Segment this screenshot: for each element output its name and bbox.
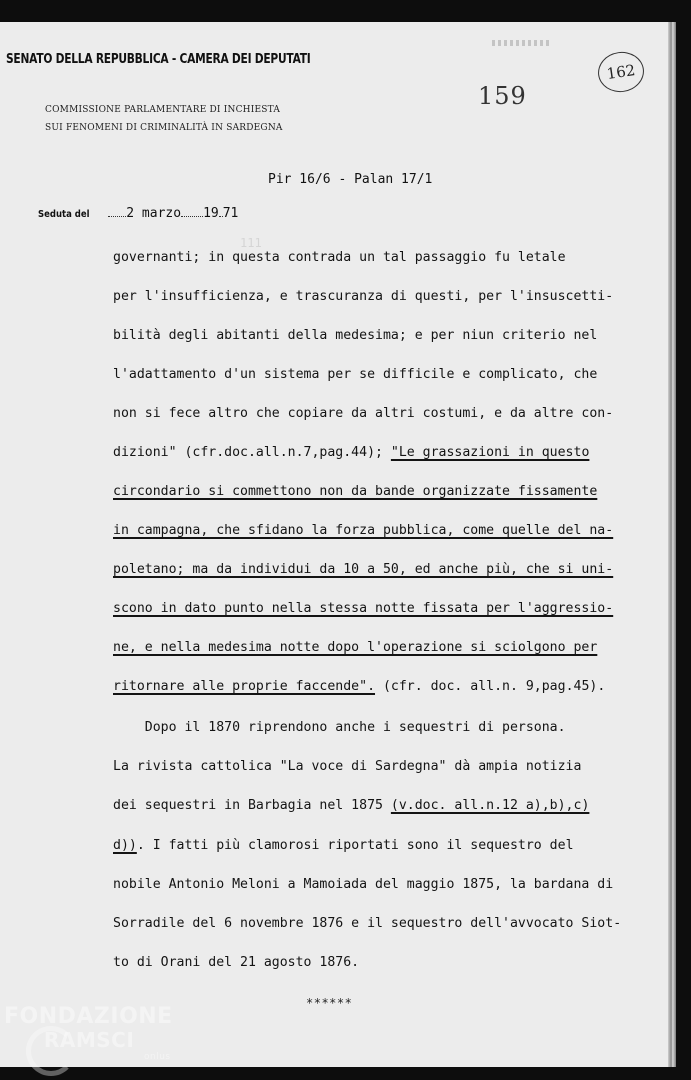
text-line: per l'insufficienza, e trascuranza di questi, per l'insuscetti- (113, 289, 614, 304)
underlined-quote-end: ritornare alle proprie faccende". (113, 679, 376, 694)
text-line (113, 445, 589, 460)
watermark-line-3: onlus (144, 1052, 171, 1062)
institution-heading: SENATO DELLA REPUBBLICA - CAMERA DEI DEPUTATI (6, 52, 311, 67)
page-edge (668, 22, 676, 1067)
text-line: governanti; in questa contrada un tal passaggio fu letale (113, 250, 566, 265)
watermark-logo (4, 1004, 173, 1062)
text-line: to di Orani del 21 agosto 1876. (113, 955, 360, 970)
underlined-line: circondario si commettono non da bande organizzate fissamente (113, 484, 598, 499)
commission-line-1: COMMISSIONE PARLAMENTARE DI INCHIESTA (45, 105, 281, 115)
watermark-line-2: RAMSCI (44, 1028, 135, 1052)
session-year-suffix: 71 (222, 206, 239, 221)
text-line: l'adattamento d'un sistema per se difficile e complicato, che (113, 367, 598, 382)
text-line: La rivista cattolica "La voce di Sardegna" dà ampia notizia (113, 759, 582, 774)
underlined-quote: "Le grassazioni in questo (390, 445, 590, 460)
underlined-line: in campagna, che sfidano la forza pubblica, come quelle del na- (113, 523, 614, 538)
session-day-month: 2 marzo (126, 206, 182, 221)
watermark-line-1: FONDAZIONE (4, 1004, 173, 1029)
text-line (113, 798, 589, 813)
text-segment: (cfr. doc. all.n. 9,pag.45). (375, 679, 606, 694)
faint-mark (492, 40, 552, 46)
text-line: bilità degli abitanti della medesima; e per niun criterio nel (113, 328, 598, 343)
underlined-citation: (v.doc. all.n.12 a),b),c) (390, 798, 590, 813)
handwritten-page-number: 159 (478, 82, 527, 110)
text-line (113, 838, 574, 853)
text-line (113, 679, 605, 694)
text-line: Dopo il 1870 riprendono anche i sequestri di persona. (113, 720, 566, 735)
session-label: Seduta del (38, 209, 90, 220)
underlined-line: ne, e nella medesima notte dopo l'operazione si sciolgono per (113, 640, 598, 655)
stamp-number: 162 (605, 61, 637, 83)
text-line: nobile Antonio Meloni a Mamoiada del maggio 1875, la bardana di (113, 877, 614, 892)
show-through: 111 (240, 236, 262, 250)
underlined-citation-end: d)) (113, 838, 137, 853)
end-mark: ****** (306, 996, 353, 1010)
dotted-fill (108, 216, 126, 217)
text-segment: . I fatti più clamorosi riportati sono il sequestro del (136, 838, 574, 853)
text-line: non si fece altro che copiare da altri costumi, e da altre con- (113, 406, 614, 421)
text-segment: dizioni" (cfr.doc.all.n.7,pag.44); (113, 445, 391, 460)
dotted-fill (181, 216, 203, 217)
session-year-prefix: 19 (203, 206, 219, 221)
commission-line-2: SUI FENOMENI DI CRIMINALITÀ IN SARDEGNA (45, 123, 283, 133)
underlined-line: poletano; ma da individui da 10 a 50, ed anche più, che si uni- (113, 562, 614, 577)
document-reference: Pir 16/6 - Palan 17/1 (268, 172, 433, 187)
session-date (38, 202, 238, 221)
text-line: Sorradile del 6 novembre 1876 e il sequestro dell'avvocato Siot- (113, 916, 622, 931)
text-segment: dei sequestri in Barbagia nel 1875 (113, 798, 391, 813)
underlined-line: scono in dato punto nella stessa notte fissata per l'aggressio- (113, 601, 614, 616)
